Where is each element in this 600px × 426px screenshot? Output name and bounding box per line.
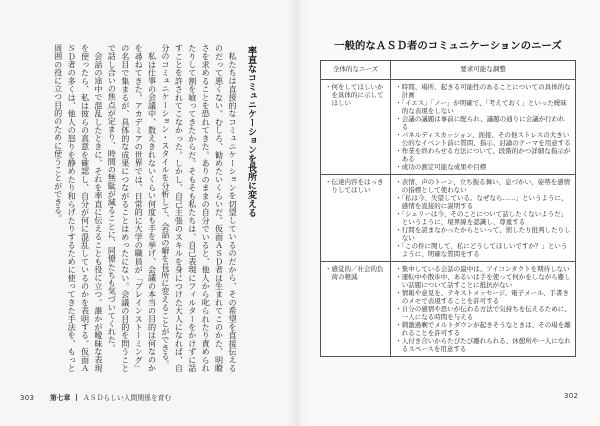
- need-cell: [321, 175, 391, 262]
- request-item: ・会議の議題は事前に配られ、議題の通りに会議が行われる: [395, 115, 565, 131]
- header-requestable-adjustments: 要求可能な調整: [391, 61, 576, 80]
- needs-table: [320, 60, 576, 357]
- request-item: ・情報や意見を、テキストメッセージ、電子メール、手書きのメモで表現することを許可する: [395, 289, 569, 305]
- request-item: ・「この件に関して、私にどうしてほしいですか？」というように、明確な質問をする: [395, 242, 568, 258]
- need-text: ・伝達内容をはっきりしてほしい: [325, 178, 384, 194]
- table-row: [321, 175, 576, 262]
- header-general-needs: 全体的なニーズ: [321, 61, 391, 80]
- request-item: ・集中している会話の最中は、アイコンタクトを期待しない: [395, 265, 570, 273]
- left-page-footer: [20, 392, 171, 402]
- request-item: ・作業を終わらせる方法について、段階的かつ詳細な指示がある: [395, 147, 571, 163]
- paragraph: 会話の途中で混乱したときに、それを率直に伝えることも役に立つ。誰かが曖昧な表現を使ったら、私は彼らの真意を確認し、自分が何に混乱しているのかを表明する。仮面ＡＳＤ者の多くは、他人の怒りを静めたり和らげたりするために使ってきた手法を、もっと周囲の役に立つ目的のために使うことができる。: [53, 44, 104, 372]
- left-page: [0, 0, 298, 426]
- right-page: [298, 0, 600, 426]
- need-cell: [321, 262, 391, 357]
- table-row: [321, 262, 576, 357]
- table-row: [321, 80, 576, 175]
- request-item: ・表情、声のトーン、立ち振る舞い、息づかい、姿勢を感情の指標として使わない: [395, 178, 571, 194]
- request-item: ・「私は今、失望している。なぜなら……」というように、感情を直接的に説明する: [395, 194, 568, 210]
- request-item: ・自分の感情や思いが伝わる方法で気持ちを伝えるために、一人になる時間を与える: [395, 305, 571, 321]
- page-number: 303: [20, 394, 35, 402]
- request-item: ・時間、場所、起きる可能性のあることについての具体的な計画: [395, 83, 571, 99]
- requests-cell: [391, 175, 576, 262]
- vertical-body-text: [20, 44, 258, 372]
- chapter-title: ＡＳＤらしい人間関係を育む: [82, 394, 172, 402]
- section-heading: 率直なコミュニケーションを長所に変える: [246, 46, 256, 217]
- request-item: ・パネルディスカッション、面接、その他ストレスの大きい公的なイベント前に質問、指示、討論のテーマを用意する: [395, 131, 571, 147]
- requests-cell: [391, 262, 576, 357]
- need-cell: [321, 80, 391, 175]
- request-item: ・人付き合いからたびたび離れられる、休憩所や一人になれるスペースを用意する: [395, 337, 571, 353]
- need-text: ・感覚的／社会的負荷の軽減: [325, 265, 384, 281]
- footer-divider: [76, 394, 77, 401]
- request-item: ・「イエス」「ノー」が明確で、「考えておく」といった曖昧的な表現をしない: [395, 99, 567, 115]
- request-item: ・「シェリーは今、そのことについて話したくないようだ」というように、境界線を認識し、尊重する: [395, 210, 568, 226]
- request-item: ・行間を読まなかったからといって、罰したり批判したりしない: [395, 226, 571, 242]
- paragraph: 私は仕事の会議中、数えきれないくらい何度も手を挙げ、会議の本当の目的は何なのかを尋ねてきた。アカデミアの世界では、日常的に大学の職員が「ブレインストーミング」の名目で集まるが、具体的な成果につながることはめったにない。会議の目的を問うことで話し合いの焦点が定まり、時間の無駄が減ることに、同僚たちも気づいてくれた。: [107, 44, 158, 372]
- table-header-row: [321, 61, 576, 80]
- chapter-label: 第七章: [50, 394, 71, 402]
- page-number: 302: [564, 392, 579, 400]
- need-text: ・何をしてほしいかを具体的に示してほしい: [325, 83, 384, 107]
- request-list: [395, 265, 571, 353]
- request-list: [395, 178, 571, 258]
- paragraph: 私たちは直接的なコミュニケーションを切望しているのだから、その希望を直接伝えるのだって悪くない。むしろ、勧めたいくらいだ。仮面ＡＳＤ者は生まれてこのかた、明瞭さを求めることを恐れてきた。ありのままの自分でいると、他人から叱られたり責められたりして割を喰ってきたからだ。そもそも私たちは、自己表現にフィルターをかけずに話すことを許されてこなかった。しかし、自己主張のスキルを身につけた大人になれば、自分のコミュニケーション・スタイルを分析して、会話の癖を長所に変えることができる。: [160, 44, 238, 372]
- requests-cell: [391, 80, 576, 175]
- request-item: ・成功の測定可能な成果や目標: [395, 163, 487, 171]
- table-title: 一般的なＡＳＤ者のコミュニケーションのニーズ: [334, 40, 562, 52]
- request-item: ・刺激過剰でメルトダウンが起きそうなときは、その場を離れることを許可する: [395, 321, 571, 337]
- request-list: [395, 83, 571, 171]
- request-item: ・運転中や散歩中、あるいは手を使って何かをしながら難しい話題について話すことに抵抗がない: [395, 273, 571, 289]
